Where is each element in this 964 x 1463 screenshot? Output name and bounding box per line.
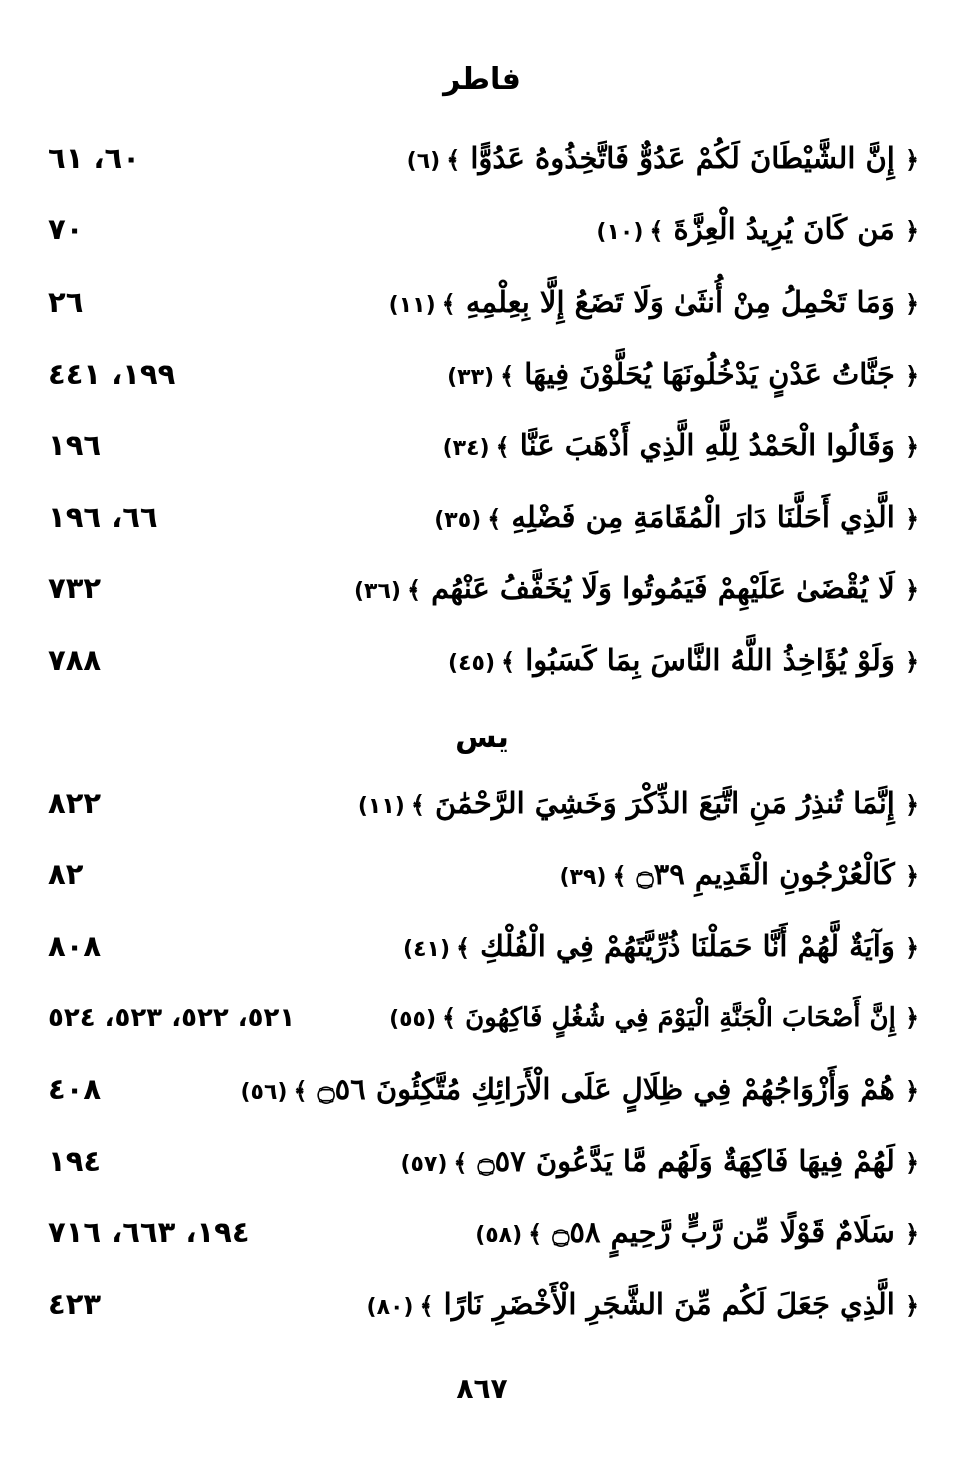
- page-references: ١٩٩، ٤٤١: [48, 357, 176, 391]
- verse-text-cell: [434, 487, 919, 551]
- verse-text: مَن كَانَ يُرِيدُ الْعِزَّةَ: [673, 212, 895, 246]
- verse-text: وَمَا تَحْمِلُ مِنْ أُنثَىٰ وَلَا تَضَعُ إِلَّا بِعِلْمِهِ: [465, 285, 895, 319]
- verse-text: كَالْعُرْجُونِ الْقَدِيمِ ۝٣٩: [636, 857, 895, 891]
- ornament-close: ﴾: [500, 362, 515, 390]
- page-references: ٧٣٢: [48, 571, 102, 605]
- verse-text-cell: [475, 1202, 919, 1266]
- ornament-close: ﴾: [612, 862, 627, 890]
- ornament-close: ﴾: [453, 1149, 468, 1177]
- index-row: [0, 128, 964, 188]
- verse-number: (٥٥): [389, 1007, 437, 1032]
- page-references: ١٩٦: [48, 428, 102, 462]
- ornament-open: ﴿: [904, 1077, 919, 1105]
- page-references: ١٩٤: [48, 1144, 102, 1178]
- verse-text: لَهُمْ فِيهَا فَاكِهَةٌ وَلَهُم مَّا يَدَّعُونَ ۝٥٧: [477, 1144, 895, 1178]
- ornament-open: ﴿: [904, 1004, 919, 1032]
- index-row: [0, 1059, 964, 1119]
- index-row: [0, 487, 964, 547]
- verse-text-cell: [443, 415, 919, 479]
- page-references: ٨٢: [48, 857, 84, 891]
- verse-number: (٨٠): [366, 1295, 414, 1320]
- index-row: [0, 1274, 964, 1334]
- page-references: ٤٢٣: [48, 1287, 102, 1321]
- verse-text-cell: [389, 272, 919, 336]
- page-references: ٦٦، ١٩٦: [48, 500, 158, 534]
- verse-text-cell: [354, 558, 919, 622]
- ornament-close: ﴾: [293, 1077, 308, 1105]
- index-row: [0, 1202, 964, 1262]
- ornament-open: ﴿: [904, 362, 919, 390]
- verse-text: إِنَّ الشَّيْطَانَ لَكُمْ عَدُوٌّ فَاتَّخِذُوهُ عَدُوًّا: [470, 141, 895, 175]
- ornament-open: ﴿: [904, 505, 919, 533]
- index-row: [0, 844, 964, 904]
- verse-text-cell: [403, 916, 919, 980]
- ornament-open: ﴿: [904, 1149, 919, 1177]
- page-references: ٧٨٨: [48, 643, 102, 677]
- index-row: [0, 415, 964, 475]
- verse-text: هُمْ وَأَزْوَاجُهُمْ فِي ظِلَالٍ عَلَى الْأَرَائِكِ مُتَّكِئُونَ ۝٥٦: [317, 1072, 895, 1106]
- verse-text-cell: [389, 988, 919, 1050]
- verse-number: (٣٤): [442, 436, 490, 461]
- verse-text: وَلَوْ يُؤَاخِذُ اللَّهُ النَّاسَ بِمَا كَسَبُوا: [525, 643, 895, 677]
- ornament-close: ﴾: [528, 1220, 543, 1248]
- ornament-close: ﴾: [649, 217, 664, 245]
- index-row: [0, 630, 964, 690]
- page-references: ٥٢١، ٥٢٢، ٥٢٣، ٥٢٤: [48, 1003, 296, 1033]
- surah-title-yasin: يس: [455, 720, 509, 755]
- ornament-close: ﴾: [495, 433, 510, 461]
- ornament-open: ﴿: [904, 1292, 919, 1320]
- index-row: [0, 272, 964, 332]
- index-row: [0, 558, 964, 618]
- ornament-close: ﴾: [501, 648, 516, 676]
- verse-text-cell: [448, 630, 919, 694]
- verse-text-cell: [596, 199, 919, 263]
- verse-text-cell: [358, 773, 919, 837]
- verse-number: (١١): [388, 293, 436, 318]
- ornament-close: ﴾: [487, 505, 502, 533]
- ornament-open: ﴿: [904, 217, 919, 245]
- verse-number: (٥٦): [240, 1080, 288, 1105]
- ornament-open: ﴿: [904, 146, 919, 174]
- verse-text: وَآيَةٌ لَّهُمْ أَنَّا حَمَلْنَا ذُرِّيَّتَهُمْ فِي الْفُلْكِ: [480, 929, 895, 963]
- page-references: ٦٠، ٦١: [48, 141, 140, 175]
- verse-number: (٣٣): [447, 365, 495, 390]
- verse-number: (٤٥): [448, 651, 496, 676]
- verse-text: إِنَّمَا تُنذِرُ مَنِ اتَّبَعَ الذِّكْرَ وَخَشِيَ الرَّحْمَٰنَ: [434, 786, 895, 820]
- ornament-open: ﴿: [904, 934, 919, 962]
- verse-number: (٣٦): [353, 579, 401, 604]
- ornament-open: ﴿: [904, 862, 919, 890]
- verse-number: (٣٩): [559, 865, 607, 890]
- ornament-close: ﴾: [442, 1004, 457, 1032]
- ornament-open: ﴿: [904, 648, 919, 676]
- index-row: [0, 773, 964, 833]
- index-row: [0, 1131, 964, 1191]
- verse-text-cell: [240, 1059, 919, 1123]
- verse-text: لَا يُقْضَىٰ عَلَيْهِمْ فَيَمُوتُوا وَلَا يُخَفَّفُ عَنْهُم: [431, 571, 895, 605]
- ornament-close: ﴾: [446, 146, 461, 174]
- page-references: ٧٠: [48, 212, 84, 246]
- verse-text: الَّذِي أَحَلَّنَا دَارَ الْمُقَامَةِ مِن فَضْلِهِ: [511, 500, 895, 534]
- page-references: ١٩٤، ٦٦٣، ٧١٦: [48, 1215, 250, 1249]
- page-references: ٤٠٨: [48, 1072, 102, 1106]
- verse-text: سَلَامٌ قَوْلًا مِّن رَّبٍّ رَّحِيمٍ ۝٥٨: [552, 1215, 895, 1249]
- index-row: [0, 344, 964, 404]
- ornament-open: ﴿: [904, 791, 919, 819]
- ornament-close: ﴾: [419, 1292, 434, 1320]
- ornament-close: ﴾: [410, 791, 425, 819]
- verse-number: (٤١): [403, 937, 450, 962]
- ornament-open: ﴿: [904, 433, 919, 461]
- ornament-close: ﴾: [456, 934, 471, 962]
- verse-text-cell: [559, 844, 919, 908]
- verse-text: جَنَّاتُ عَدْنٍ يَدْخُلُونَهَا يُحَلَّوْنَ فِيهَا: [524, 357, 895, 391]
- ornament-close: ﴾: [441, 290, 456, 318]
- surah-title-faatir: فاطر: [443, 62, 521, 97]
- page-references: ٨٠٨: [48, 929, 102, 963]
- verse-text-cell: [367, 1274, 920, 1338]
- verse-number: (٥٨): [475, 1223, 523, 1248]
- index-row: [0, 199, 964, 259]
- verse-text: إِنَّ أَصْحَابَ الْجَنَّةِ الْيَوْمَ فِي شُغُلٍ فَاكِهُونَ: [465, 1003, 896, 1033]
- page-number: ٨٦٧: [456, 1372, 508, 1405]
- verse-text-cell: [400, 1131, 919, 1195]
- page-references: ٢٦: [48, 285, 84, 319]
- ornament-open: ﴿: [904, 1220, 919, 1248]
- verse-number: (١٠): [596, 220, 644, 245]
- page-references: ٨٢٢: [48, 786, 102, 820]
- verse-text: وَقَالُوا الْحَمْدُ لِلَّهِ الَّذِي أَذْهَبَ عَنَّا: [519, 428, 895, 462]
- index-row: [0, 916, 964, 976]
- verse-number: (٦): [406, 149, 441, 174]
- verse-text-cell: [447, 344, 919, 408]
- ornament-open: ﴿: [904, 290, 919, 318]
- ornament-close: ﴾: [406, 576, 421, 604]
- verse-text: الَّذِي جَعَلَ لَكُم مِّنَ الشَّجَرِ الْأَخْضَرِ نَارًا: [443, 1287, 895, 1321]
- verse-text-cell: [407, 128, 919, 192]
- index-row: [0, 988, 964, 1048]
- ornament-open: ﴿: [904, 576, 919, 604]
- verse-number: (٣٥): [434, 508, 482, 533]
- verse-number: (١١): [357, 794, 405, 819]
- verse-number: (٥٧): [400, 1152, 448, 1177]
